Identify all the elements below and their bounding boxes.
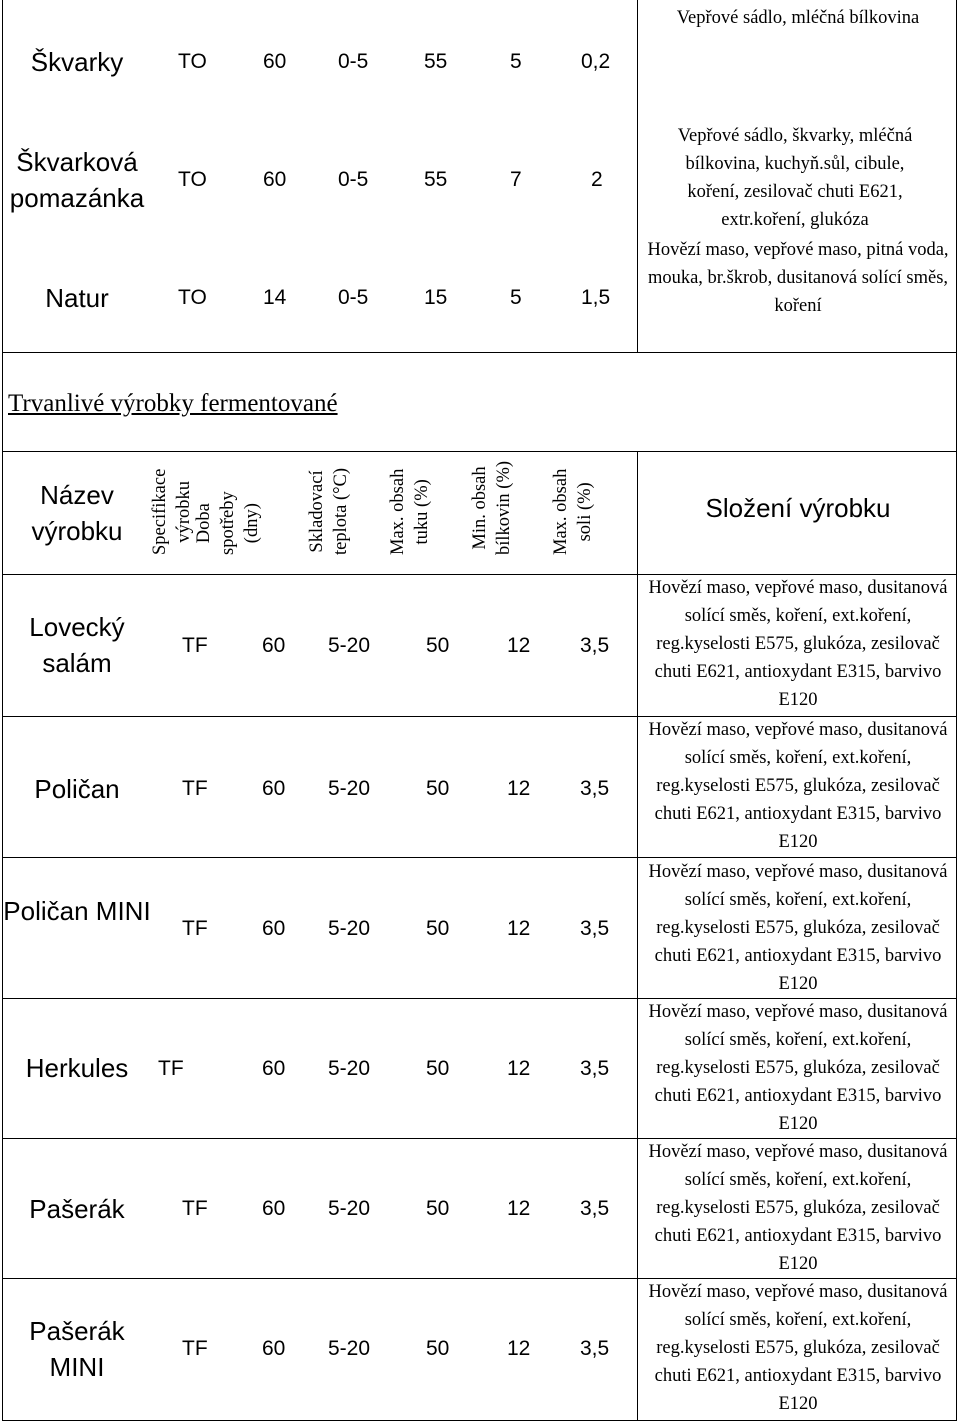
product-name: Herkules xyxy=(25,1053,129,1083)
composition-text: Hovězí maso, vepřové maso, pitná voda, mouka, br.škrob, dusitanová solící směs, koření xyxy=(647,240,949,316)
composition-text: Hovězí maso, vepřové maso, dusitanová solící směs, koření, ext.koření, reg.kyselosti E575, glukóza, zesilovač chuti E621, antioxydant E315, barvivo E120 xyxy=(648,862,948,994)
spec-value: TO xyxy=(178,168,207,191)
salt-value: 3,5 xyxy=(580,777,610,800)
fat-value: 50 xyxy=(426,1057,450,1080)
spec-value: TF xyxy=(182,1197,208,1220)
column-divider xyxy=(637,0,638,352)
header-protein-line: bílkovin (%) xyxy=(494,460,514,555)
header-protein-line: Min. obsah xyxy=(470,466,490,550)
days-value: 14 xyxy=(263,286,287,309)
product-name: Pašerák xyxy=(29,1194,125,1224)
protein-value: 12 xyxy=(507,1337,531,1360)
product-name: Škvarková pomazánka xyxy=(9,147,145,213)
fat-value: 50 xyxy=(426,777,450,800)
composition-text: Vepřové sádlo, mléčná bílkovina xyxy=(676,8,920,28)
spec-value: TF xyxy=(182,634,208,657)
header-fat xyxy=(386,469,434,555)
header-composition: Složení výrobku xyxy=(705,493,891,523)
composition-text: Hovězí maso, vepřové maso, dusitanová solící směs, koření, ext.koření, reg.kyselosti E575, glukóza, zesilovač chuti E621, antioxydant E315, barvivo E120 xyxy=(648,1142,948,1274)
protein-value: 12 xyxy=(507,634,531,657)
header-spec xyxy=(148,469,196,555)
header-days xyxy=(192,491,264,555)
header-temp-line: teplota (°C) xyxy=(331,467,351,555)
protein-value: 12 xyxy=(507,1057,531,1080)
temp-value: 5-20 xyxy=(328,1337,371,1360)
days-value: 60 xyxy=(263,50,287,73)
days-value: 60 xyxy=(262,1197,286,1220)
header-days-line: spotřeby xyxy=(218,491,238,555)
header-fat-line: Max. obsah xyxy=(388,468,408,555)
header-temp-line: Skladovací xyxy=(307,470,327,553)
spec-value: TF xyxy=(182,777,208,800)
salt-value: 2 xyxy=(591,168,603,191)
fat-value: 50 xyxy=(426,917,450,940)
product-name: Lovecký salám xyxy=(29,612,125,678)
composition-text: Vepřové sádlo, škvarky, mléčná bílkovina, kuchyň.sůl, cibule, koření, zesilovač chuti E621, extr.koření, glukóza xyxy=(677,126,913,230)
salt-value: 3,5 xyxy=(580,1337,610,1360)
header-days-line: Doba xyxy=(194,503,214,544)
protein-value: 12 xyxy=(507,777,531,800)
composition-text: Hovězí maso, vepřové maso, dusitanová solící směs, koření, ext.koření, reg.kyselosti E575, glukóza, zesilovač chuti E621, antioxydant E315, barvivo E120 xyxy=(648,578,948,710)
days-value: 60 xyxy=(262,777,286,800)
protein-value: 5 xyxy=(510,286,522,309)
product-name: Pašerák MINI xyxy=(29,1316,125,1382)
salt-value: 3,5 xyxy=(580,1057,610,1080)
temp-value: 5-20 xyxy=(328,917,371,940)
salt-value: 0,2 xyxy=(581,50,611,73)
fat-value: 55 xyxy=(424,50,448,73)
spec-value: TF xyxy=(182,1337,208,1360)
product-name: Poličan xyxy=(34,774,120,804)
fat-value: 55 xyxy=(424,168,448,191)
divider xyxy=(2,352,957,353)
header-salt xyxy=(549,469,597,555)
header-name: Název výrobku xyxy=(31,480,123,546)
header-temp xyxy=(305,468,353,555)
header-days-line: (dny) xyxy=(242,503,262,544)
temp-value: 0-5 xyxy=(338,168,369,191)
protein-value: 12 xyxy=(507,1197,531,1220)
salt-value: 3,5 xyxy=(580,917,610,940)
days-value: 60 xyxy=(262,1337,286,1360)
temp-value: 5-20 xyxy=(328,1057,371,1080)
protein-value: 5 xyxy=(510,50,522,73)
product-name: Poličan MINI xyxy=(3,896,151,926)
composition-text: Hovězí maso, vepřové maso, dusitanová solící směs, koření, ext.koření, reg.kyselosti E575, glukóza, zesilovač chuti E621, antioxydant E315, barvivo E120 xyxy=(648,720,948,852)
header-protein xyxy=(468,461,516,555)
column-divider xyxy=(637,451,638,1421)
fat-value: 50 xyxy=(426,1337,450,1360)
fat-value: 50 xyxy=(426,1197,450,1220)
spec-value: TF xyxy=(182,917,208,940)
temp-value: 0-5 xyxy=(338,286,369,309)
header-salt-line: soli (%) xyxy=(575,482,595,542)
salt-value: 3,5 xyxy=(580,1197,610,1220)
divider xyxy=(2,451,957,452)
protein-value: 7 xyxy=(510,168,522,191)
header-spec-line: Specifikace xyxy=(150,468,170,555)
days-value: 60 xyxy=(262,1057,286,1080)
temp-value: 5-20 xyxy=(328,634,371,657)
protein-value: 12 xyxy=(507,917,531,940)
days-value: 60 xyxy=(263,168,287,191)
days-value: 60 xyxy=(262,917,286,940)
spec-value: TO xyxy=(178,286,207,309)
section-title: Trvanlivé výrobky fermentované xyxy=(8,390,338,417)
temp-value: 5-20 xyxy=(328,1197,371,1220)
spec-value: TF xyxy=(158,1057,184,1080)
composition-text: Hovězí maso, vepřové maso, dusitanová solící směs, koření, ext.koření, reg.kyselosti E575, glukóza, zesilovač chuti E621, antioxydant E315, barvivo E120 xyxy=(648,1282,948,1414)
header-spec-line: výrobku xyxy=(174,481,194,543)
temp-value: 0-5 xyxy=(338,50,369,73)
temp-value: 5-20 xyxy=(328,777,371,800)
days-value: 60 xyxy=(262,634,286,657)
header-fat-line: tuku (%) xyxy=(412,479,432,545)
product-name: Škvarky xyxy=(30,47,124,77)
spec-value: TO xyxy=(178,50,207,73)
header-salt-line: Max. obsah xyxy=(551,468,571,555)
fat-value: 50 xyxy=(426,634,450,657)
salt-value: 1,5 xyxy=(581,286,611,309)
product-name: Natur xyxy=(45,283,109,313)
fat-value: 15 xyxy=(424,286,448,309)
composition-text: Hovězí maso, vepřové maso, dusitanová solící směs, koření, ext.koření, reg.kyselosti E575, glukóza, zesilovač chuti E621, antioxydant E315, barvivo E120 xyxy=(648,1002,948,1134)
salt-value: 3,5 xyxy=(580,634,610,657)
